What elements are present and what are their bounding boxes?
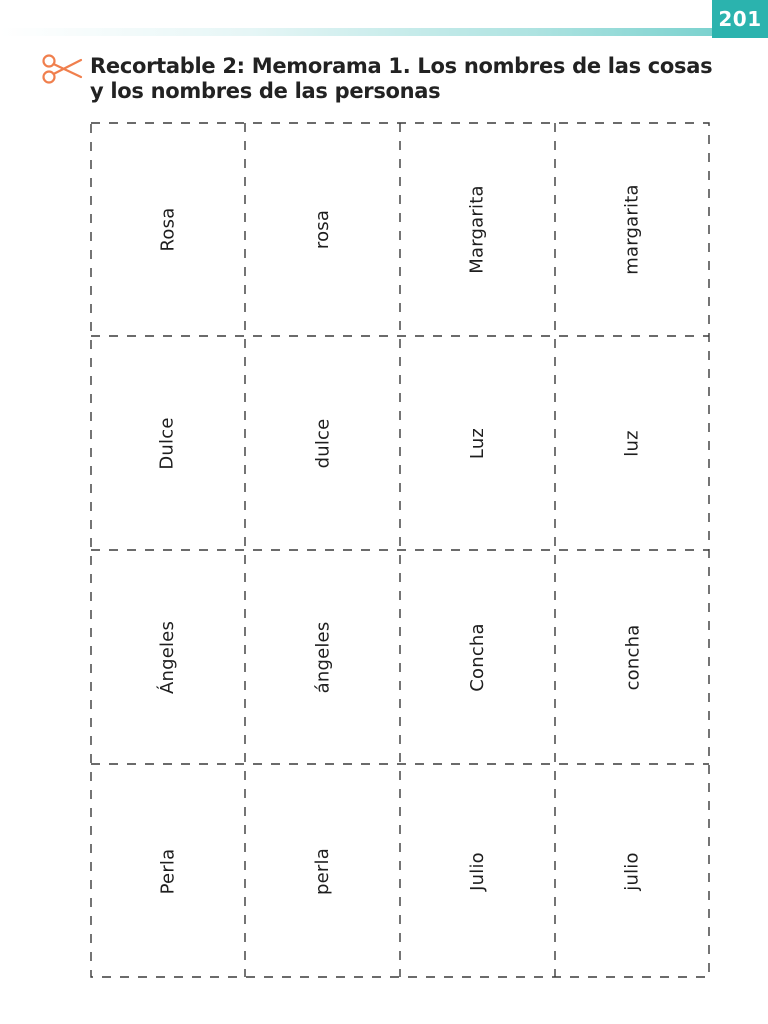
memory-card[interactable]: [400, 336, 555, 550]
card-word: perla: [312, 847, 333, 895]
memory-card[interactable]: [555, 122, 710, 336]
memory-card[interactable]: [90, 764, 245, 978]
memory-card[interactable]: [400, 550, 555, 764]
scissors-icon: [40, 52, 84, 86]
card-word: margarita: [622, 183, 643, 275]
memory-card[interactable]: [400, 764, 555, 978]
card-word: julio: [622, 851, 643, 891]
card-word: luz: [622, 429, 643, 457]
card-word: Dulce: [157, 416, 178, 470]
memorama-card-grid: [90, 122, 710, 978]
page-number: 201: [712, 0, 768, 38]
memory-card[interactable]: [245, 764, 400, 978]
card-word: Ángeles: [156, 620, 178, 694]
memory-card[interactable]: [555, 336, 710, 550]
memory-card[interactable]: [245, 122, 400, 336]
memory-card[interactable]: [90, 122, 245, 336]
header-band: [0, 28, 712, 36]
card-word: Luz: [466, 427, 488, 459]
memory-card[interactable]: [245, 550, 400, 764]
card-word: Perla: [157, 848, 178, 894]
card-word: ángeles: [311, 621, 333, 693]
memory-card[interactable]: [245, 336, 400, 550]
memory-card[interactable]: [400, 122, 555, 336]
memory-card[interactable]: [90, 550, 245, 764]
card-word: concha: [621, 624, 643, 690]
card-word: Rosa: [156, 207, 178, 251]
page-title: Recortable 2: Memorama 1. Los nombres de las cosas y los nombres de las personas: [90, 54, 713, 103]
memory-card[interactable]: [90, 336, 245, 550]
card-word: dulce: [312, 418, 333, 468]
card-word: Margarita: [466, 184, 488, 274]
card-word: rosa: [311, 209, 333, 249]
memory-card[interactable]: [555, 550, 710, 764]
card-word: Julio: [466, 851, 488, 891]
card-word: Concha: [467, 622, 488, 692]
memory-card[interactable]: [555, 764, 710, 978]
